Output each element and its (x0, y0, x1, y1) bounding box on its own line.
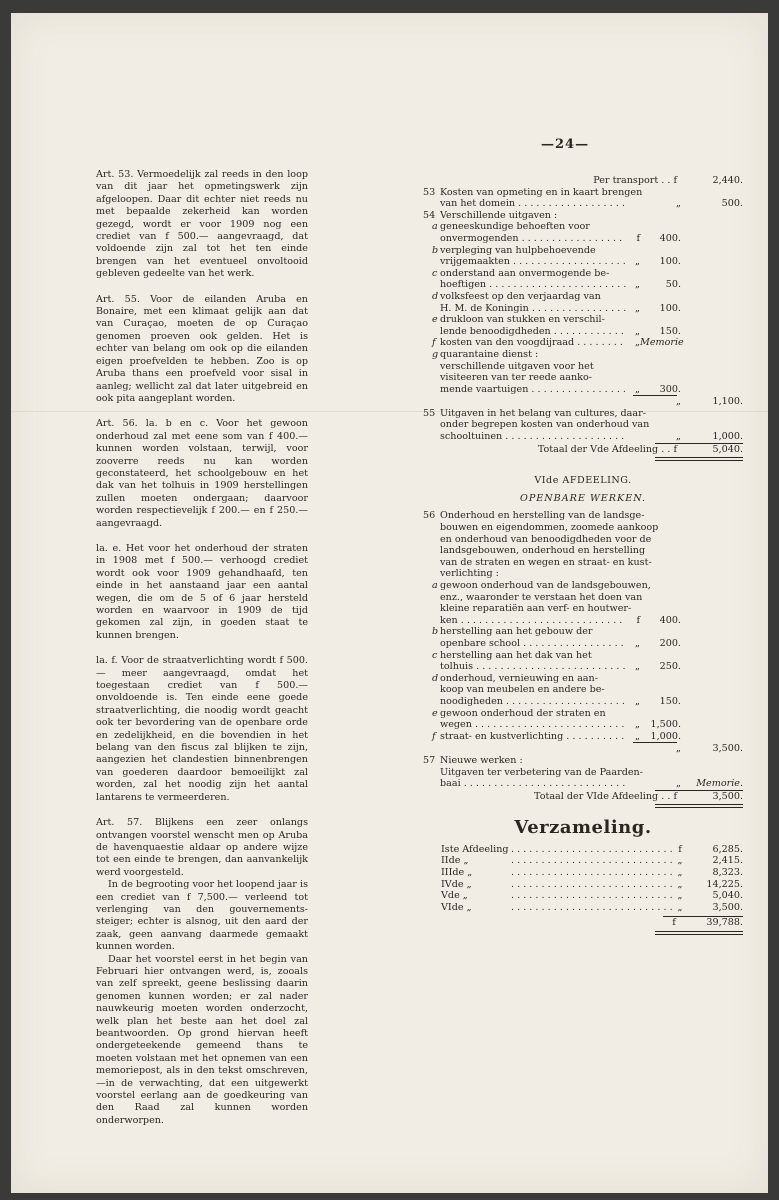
total-amount: 5,040. (712, 443, 743, 455)
currency-mark: „ (635, 325, 640, 337)
summary-row (441, 855, 743, 867)
summary-list (441, 844, 743, 914)
summary-label: VIde „ (441, 901, 472, 913)
art-55-line-2 (423, 419, 743, 431)
leader-dots (511, 855, 673, 867)
budget-item-line (423, 684, 743, 696)
art-55-line (423, 408, 743, 420)
double-rule (655, 931, 743, 935)
page-number: —24— (541, 137, 590, 152)
summary-label: IVde „ (441, 878, 472, 890)
amount: Memorie. (696, 778, 743, 790)
art-56-items (423, 580, 743, 742)
currency-mark: f (636, 614, 640, 626)
leader-dots (511, 867, 673, 879)
budget-item-line (423, 592, 743, 604)
item-letter: c (432, 267, 438, 279)
item-letter: b (432, 626, 439, 638)
art-56-subtotal (423, 743, 743, 755)
currency-mark: „ (677, 867, 683, 879)
leader-dots (511, 879, 673, 891)
article-text: schooltuinen . . . (440, 431, 626, 443)
article-number: 54 (423, 209, 436, 221)
budget-item-line (423, 384, 743, 396)
item-text: enz., waaronder te verstaan het doen van (440, 591, 643, 603)
summary-row (441, 879, 743, 891)
summary-amount: 5,040. (712, 890, 743, 902)
item-text: straat- en kustverlichting . . . (440, 731, 626, 743)
currency-mark: „ (677, 901, 683, 913)
total-6-line (423, 791, 743, 803)
item-amount: 100. (659, 256, 681, 268)
item-text: onvermogenden . . . (440, 233, 626, 245)
paragraph-art-56: Art. 56. la. b en c. Voor het gewoon onderhoud zal met eene som van f 400.— kunnen worden volstaan, terwijl, voor zooverre reeds nu kan worden geconstateerd, het schoolgebouw en het dak van het tolhuis in 1909 herstellingen zullen moeten ondergaan; daarvoor worden respectievelijk f 200.— en f 250.— aangevraagd. (96, 418, 308, 529)
subtotal-amount: 3,500. (712, 743, 743, 755)
budget-item-line (423, 650, 743, 662)
budget-item-line (423, 372, 743, 384)
item-text: ken . . . (440, 615, 626, 627)
article-text: Onderhoud en herstelling van de landsge- (440, 510, 645, 522)
currency-mark: „ (677, 878, 683, 890)
budget-item-line (423, 603, 743, 615)
total-amount: 3,500. (712, 790, 743, 802)
item-text: H. M. de Koningin . . . (440, 303, 626, 315)
item-amount: 200. (659, 637, 681, 649)
item-text: gewoon onderhoud der straten en (440, 707, 606, 719)
paragraph-art-56-f: la. f. Voor de straatverlichting wordt f 500.— meer aangevraagd, omdat het toegestaan crediet van f 500.— onvoldoende is. Ten einde eene goede straatverlichting, die noodig wordt geacht ook ter bevordering van de openbare orde en zedelijkheid, en die bovendien in het belang van den fiscus zal blijken te zijn, aangezien het clandestien binnenbrengen van goederen daardoor bemoeilijkt zal worden, zal het noodig zijn het aantal lantarens te vermeerderen. (96, 655, 308, 803)
item-text: drukloon van stukken en verschil- (440, 314, 605, 326)
budget-item-line (423, 233, 743, 245)
summary-row (441, 890, 743, 902)
item-text: vrijgemaakten . . . (440, 256, 626, 268)
budget-item-line (423, 661, 743, 673)
right-column (423, 175, 743, 935)
budget-item-line (423, 349, 743, 361)
item-letter: b (432, 244, 439, 256)
item-text: lende benoodigdheden . . . (440, 326, 626, 338)
summary-row (441, 844, 743, 856)
currency-mark: „ (635, 730, 640, 742)
budget-item-line (423, 361, 743, 373)
article-number: 57 (423, 754, 436, 766)
art-54-heading (423, 210, 743, 222)
summary-label: Iste Afdeeling (441, 843, 509, 855)
item-text: visiteeren van ter reede aanko- (440, 372, 592, 384)
double-rule (655, 457, 743, 461)
item-amount: 300. (659, 383, 681, 395)
paragraph-art-57-cont-1: In de begrooting voor het loopend jaar is een crediet van f 7,500.— verleend tot verlenging van den gouvernements-steiger; echter is alsnog, uit den aard der zaak, geen aanvang daarmede gemaakt kunnen worden. (96, 879, 308, 953)
art-56-intro-3 (423, 534, 743, 546)
budget-item-line (423, 337, 743, 349)
article-number: 55 (423, 407, 436, 419)
document-page (11, 13, 768, 1193)
art-56-heading (423, 510, 743, 522)
article-number: 56 (423, 510, 436, 522)
paragraph-art-55: Art. 55. Voor de eilanden Aruba en Bonaire, met een klimaat gelijk aan dat van Curaçao, moeten de op Curaçao genomen proeven ook gelden. Het is echter van belang om ook op die eilanden eigen proefvelden te hebben. Zoo is op Aruba thans een proefveld voor sisal in aanleg; wellicht zal dat later uitgebreid en ook pita aangeplant worden. (96, 293, 308, 404)
item-amount: Memorie (640, 337, 684, 349)
currency-mark: „ (635, 302, 640, 314)
item-text: kosten van den voogdijraad . . . (440, 337, 626, 349)
summary-row (441, 902, 743, 914)
item-amount: 400. (659, 614, 681, 626)
summary-label: Vde „ (441, 890, 468, 902)
budget-item-line (423, 268, 743, 280)
item-text: wegen . . . (440, 719, 626, 731)
item-amount: 250. (659, 661, 681, 673)
currency-mark: f (672, 917, 676, 929)
total-5-line (423, 444, 743, 456)
paragraph-art-56-e: la. e. Het voor het onderhoud der straten in 1908 met f 500.— verhoogd crediet wordt ook voor 1909 gehandhaafd, ten einde in het aanstaand jaar een aantal wegen, die om de 5 of 6 jaar hersteld worden en waarvoor in 1909 de tijd gekomen zal zijn, in goeden staat te kunnen brengen. (96, 542, 308, 641)
currency-mark: „ (676, 396, 681, 408)
currency-mark: „ (676, 198, 681, 210)
item-text: hoeftigen . . . (440, 279, 626, 291)
item-text: herstelling aan het dak van het (440, 649, 592, 661)
item-letter: d (432, 672, 439, 684)
budget-item-line (423, 221, 743, 233)
left-column (96, 169, 308, 1140)
currency-mark: „ (635, 719, 640, 731)
art-54-subtotal (423, 396, 743, 408)
item-letter: f (432, 337, 436, 349)
item-letter: g (432, 348, 439, 360)
article-text: verlichting : (440, 568, 499, 580)
summary-label: IIIde „ (441, 867, 473, 879)
item-text: herstelling aan het gebouw der (440, 626, 593, 638)
summary-amount: 3,500. (712, 901, 743, 913)
transport-label: Per transport . . f (593, 175, 677, 186)
item-amount: 150. (659, 325, 681, 337)
paragraph-art-57: Art. 57. Blijkens een zeer onlangs ontvangen voorstel wenscht men op Aruba de havenquaestie aldaar op andere wijze tot een einde te brengen, dan aanvankelijk werd voorgesteld. (96, 817, 308, 878)
leader-dots (511, 902, 673, 914)
currency-mark: „ (635, 695, 640, 707)
item-text: onderhoud, vernieuwing en aan- (440, 672, 598, 684)
item-text: openbare school . . . (440, 638, 626, 650)
item-text: koop van meubelen en andere be- (440, 684, 605, 696)
item-text: volksfeest op den verjaardag van (440, 290, 601, 302)
item-text: verschillende uitgaven voor het (440, 360, 594, 372)
budget-item-line (423, 673, 743, 685)
leader-dots (511, 844, 673, 856)
summary-amount: 6,285. (712, 843, 743, 855)
item-amount: 1,500. (650, 719, 681, 731)
currency-mark: „ (635, 337, 640, 349)
summary-amount: 2,415. (712, 855, 743, 867)
summary-title: Verzameling. (514, 817, 652, 839)
item-amount: 50. (665, 279, 681, 291)
currency-mark: „ (676, 778, 681, 790)
item-letter: e (432, 314, 438, 326)
total-label: Totaal der Vde Afdeeling . . f (537, 443, 677, 455)
currency-mark: „ (676, 431, 681, 443)
item-text: kleine reparatiën aan verf- en houtwer- (440, 603, 632, 615)
budget-item-line (423, 615, 743, 627)
item-letter: d (432, 290, 439, 302)
grand-total-line (423, 917, 743, 929)
art-53-line-2 (423, 198, 743, 210)
budget-item-line (423, 696, 743, 708)
article-text: van de straten en wegen en straat- en kust- (440, 556, 652, 568)
transport-amount: 2,440. (712, 175, 743, 186)
article-text: Kosten van opmeting en in kaart brengen (440, 186, 643, 198)
art-56-intro-4 (423, 545, 743, 557)
item-amount: 400. (659, 232, 681, 244)
item-text: noodigheden . . . (440, 696, 626, 708)
paragraph-art-53: Art. 53. Vermoedelijk zal reeds in den loop van dit jaar het opmetingswerk zijn afgeloopen. Daar dit echter niet reeds nu met bepaalde zekerheid kan worden gezegd, wordt er voor 1909 nog een crediet van f 500.— aangevraagd, dat voldoende zijn zal tot het ten einde brengen van het eventueel onvoltooid gebleven gedeelte van het werk. (96, 169, 308, 280)
budget-item-line (423, 719, 743, 731)
art-57-line (423, 755, 743, 767)
article-text: onder begrepen kosten van onderhoud van (440, 419, 650, 431)
item-text: tolhuis . . . (440, 661, 626, 673)
total-label: Totaal der VIde Afdeeling . . f (534, 790, 677, 802)
leader-dots (511, 890, 673, 902)
art-54-items (423, 221, 743, 395)
art-53-line (423, 187, 743, 199)
transport-line (423, 175, 743, 187)
art-56-intro-2 (423, 522, 743, 534)
currency-mark: „ (635, 256, 640, 268)
currency-mark: f (636, 232, 640, 244)
item-amount: 150. (659, 695, 681, 707)
section-title: VIde AFDEELING. (534, 475, 632, 487)
article-text: Uitgaven in het belang van cultures, daar- (440, 407, 646, 419)
budget-item-line (423, 580, 743, 592)
item-letter: a (432, 580, 438, 591)
summary-row (441, 867, 743, 879)
article-text: Uitgaven ter verbetering van de Paarden- (440, 766, 643, 778)
budget-item-line (423, 731, 743, 743)
article-text: baai . . . (440, 778, 626, 790)
budget-item-line (423, 291, 743, 303)
article-text: en onderhoud van benoodigdheden voor de (440, 533, 652, 545)
summary-amount: 14,225. (706, 878, 743, 890)
double-rule (655, 804, 743, 808)
item-text: gewoon onderhoud van de landsgebouwen, (440, 580, 651, 591)
budget-item-line (423, 314, 743, 326)
currency-mark: „ (676, 743, 681, 755)
item-letter: f (432, 730, 436, 742)
budget-item-line (423, 626, 743, 638)
currency-mark: f (678, 843, 682, 855)
currency-mark: „ (635, 279, 640, 291)
art-56-intro-5 (423, 557, 743, 569)
item-letter: c (432, 649, 438, 661)
art-57-line-2 (423, 767, 743, 779)
article-text: bouwen en eigendommen, zoomede aankoop (440, 522, 659, 534)
budget-item-line (423, 303, 743, 315)
article-text: landsgebouwen, onderhoud en herstelling (440, 545, 646, 557)
item-text: quarantaine dienst : (440, 348, 539, 360)
budget-item-line (423, 245, 743, 257)
currency-mark: „ (677, 890, 683, 902)
item-letter: e (432, 707, 438, 719)
item-text: onderstand aan onvermogende be- (440, 267, 610, 279)
summary-amount: 8,323. (712, 867, 743, 879)
budget-item-line (423, 638, 743, 650)
currency-mark: „ (635, 637, 640, 649)
budget-item-line (423, 708, 743, 720)
paragraph-art-57-cont-2: Daar het voorstel eerst in het begin van Februari hier ontvangen werd, is, zooals van zelf spreekt, geene beslissing daarin genomen kunnen worden; er zal nader nauwkeurig moeten worden onderzocht, welk plan het beste aan het doel zal beantwoorden. Op grond hiervan heeft ondergeteekende gemeend thans te moeten volstaan met het opnemen van een memoriepost, als in den tekst omschreven, —in de verwachting, dat een uitgewerkt voorstel eerlang aan de goedkeuring van den Raad zal kunnen worden onderworpen. (96, 953, 308, 1126)
amount: 500. (721, 198, 743, 210)
budget-item-line (423, 279, 743, 291)
budget-item-line (423, 326, 743, 338)
currency-mark: „ (635, 661, 640, 673)
article-text: van het domein . . . (440, 198, 626, 210)
item-text: verpleging van hulpbehoevende (440, 244, 596, 256)
section-subtitle: OPENBARE WERKEN. (519, 492, 647, 504)
summary-label: IIde „ (441, 855, 469, 867)
article-text: Verschillende uitgaven : (440, 209, 558, 221)
grand-total-amount: 39,788. (706, 917, 743, 929)
currency-mark: „ (677, 855, 683, 867)
art-55-line-3 (423, 431, 743, 443)
art-57-line-3 (423, 778, 743, 790)
budget-item-line (423, 256, 743, 268)
item-amount: 100. (659, 302, 681, 314)
subtotal-amount: 1,100. (712, 396, 743, 408)
article-number: 53 (423, 186, 436, 198)
item-letter: a (432, 221, 438, 233)
item-text: mende vaartuigen . . . (440, 384, 626, 396)
art-56-intro-6 (423, 568, 743, 580)
amount: 1,000. (712, 431, 743, 443)
article-text: Nieuwe werken : (440, 754, 523, 766)
currency-mark: „ (635, 383, 640, 395)
item-text: geneeskundige behoeften voor (440, 221, 590, 233)
item-amount: 1,000. (650, 730, 681, 742)
